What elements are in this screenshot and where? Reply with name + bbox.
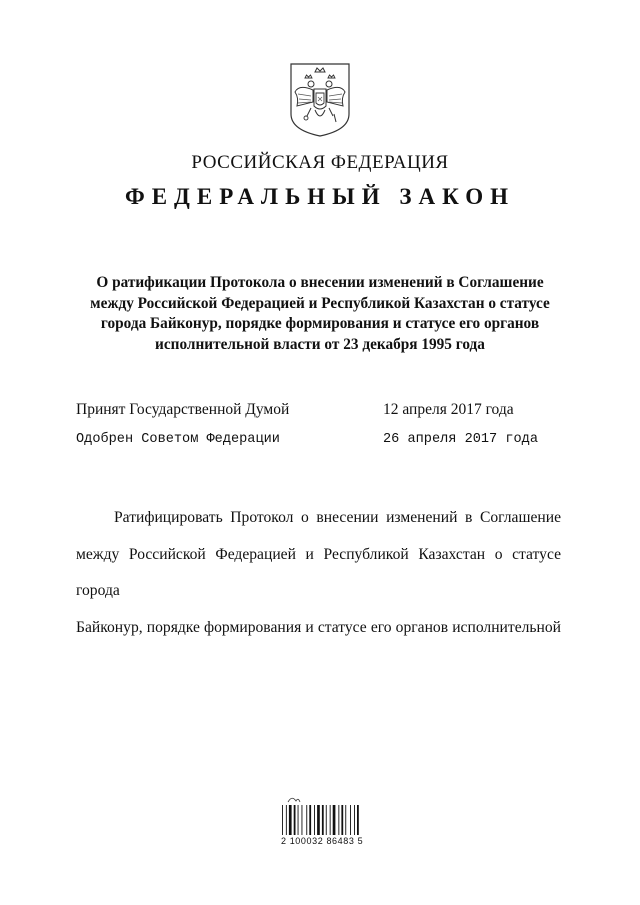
country-name: РОССИЙСКАЯ ФЕДЕРАЦИЯ (191, 152, 449, 173)
barcode-bar (289, 805, 292, 835)
barcode-bar (302, 805, 303, 835)
barcode-bar (298, 805, 299, 835)
barcode-icon (281, 805, 361, 835)
barcode-number: 2 100032 86483 5 (281, 836, 364, 846)
law-body (76, 500, 561, 646)
barcode-bar (350, 805, 351, 835)
law-title-line: исполнительной власти от 23 декабря 1995 года (155, 335, 485, 353)
barcode-bar (333, 805, 336, 835)
duma-adoption-label: Принят Государственной Думой (76, 401, 290, 418)
barcode-bar (341, 805, 343, 835)
barcode-bar (317, 805, 320, 835)
barcode-bar (330, 805, 331, 835)
law-title-line: О ратификации Протокола о внесении изменений в Соглашение (96, 274, 544, 291)
law-title-line: между Российской Федерацией и Республикой Казахстан о статусе (90, 294, 550, 312)
barcode-bar (282, 805, 283, 835)
barcode-bar (322, 805, 324, 835)
law-title-line: города Байконур, порядке формирования и статусе его органов (100, 315, 540, 333)
coat-of-arms-icon (289, 62, 351, 138)
body-line: между Российской Федерацией и Республикой Казахстан о статусе города (76, 545, 561, 599)
barcode-bar (294, 805, 296, 835)
barcode-bar (309, 805, 311, 835)
barcode-bar (338, 805, 339, 835)
barcode-bar (314, 805, 315, 835)
law-title (60, 273, 580, 355)
barcode-bar (326, 805, 327, 835)
document-type: ФЕДЕРАЛЬНЫЙ ЗАКОН (124, 184, 516, 209)
barcode-mark-icon (284, 793, 356, 805)
barcode-bar (345, 805, 346, 835)
barcode-bar (306, 805, 307, 835)
barcode-bar (286, 805, 287, 835)
barcode-bar (354, 805, 355, 835)
duma-adoption-date: 12 апреля 2017 года (383, 401, 514, 418)
barcode-bar (357, 805, 359, 835)
body-line: Ратифицировать Протокол о внесении изменений в Соглашение (114, 509, 561, 526)
council-approval-date: 26 апреля 2017 года (383, 432, 538, 447)
council-approval-label: Одобрен Советом Федерации (76, 432, 280, 447)
body-line: Байконур, порядке формирования и статусе его органов исполнительной (76, 618, 561, 636)
